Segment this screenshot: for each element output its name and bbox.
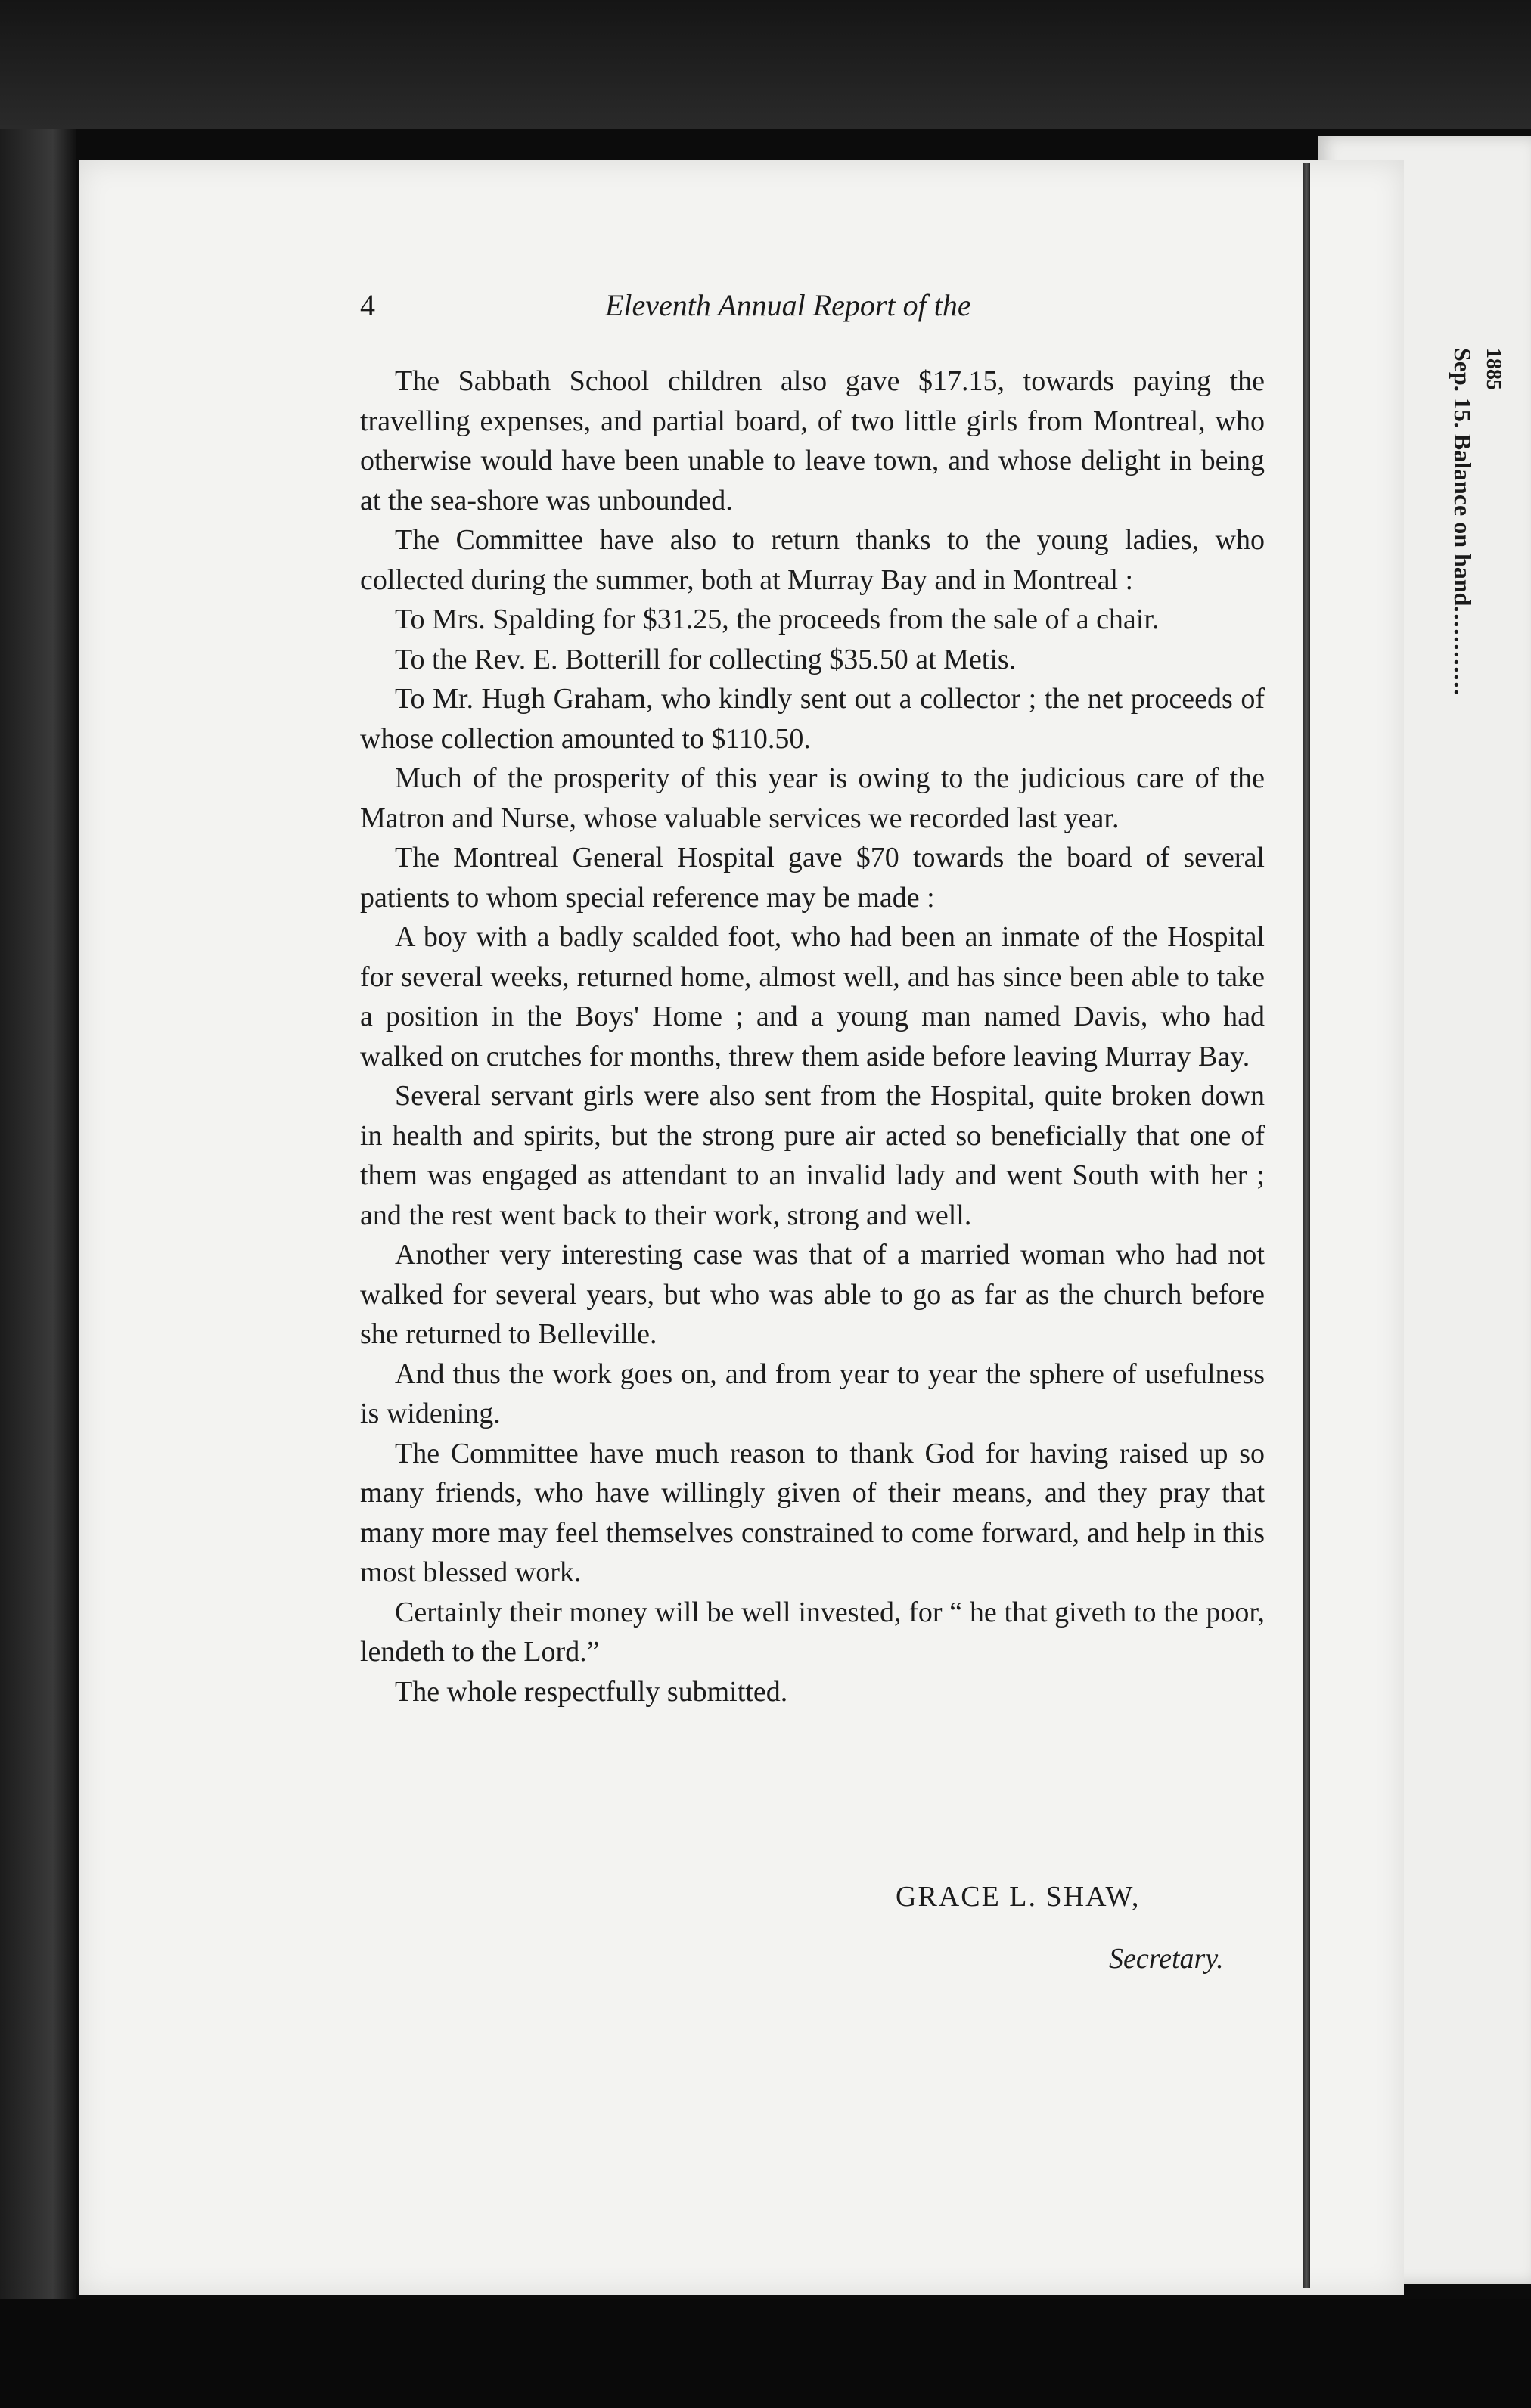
paragraph: Much of the prosperity of this year is owing to the judicious care of the Matron and Nurse, whose valuable services we recorded last year. [360, 762, 1265, 834]
paragraph: The Committee have also to return thanks to the young ladies, who collected during the summer, both at Murray Bay and in Montreal : [360, 524, 1265, 596]
page-gutter [1303, 163, 1310, 2288]
page-header [360, 287, 1041, 333]
paragraph: The whole respectfully submitted. [395, 1675, 788, 1708]
paragraph: And thus the work goes on, and from year to year the sphere of usefulness is widening. [360, 1358, 1265, 1429]
ledger-dots: ............ [1449, 606, 1477, 697]
paragraph: Certainly their money will be well invested, for “ he that giveth to the poor, lendeth to the Lord.” [360, 1596, 1265, 1668]
report-body [360, 362, 1265, 1711]
paragraph: Another very interesting case was that of a married woman who had not walked for several years, but who was able to go as far as the church before she returned to Belleville. [360, 1239, 1265, 1350]
scan-left-border [0, 129, 76, 2299]
paragraph: The Sabbath School children also gave $17.15, towards paying the travelling expenses, and partial board, of two little girls from Montreal, who otherwise would have been unable to leave town, and whose delight in being at the sea-shore was unbounded. [360, 365, 1265, 517]
paragraph: To Mrs. Spalding for $31.25, the proceeds from the sale of a chair. [395, 604, 1160, 635]
signature-name: GRACE L. SHAW, [896, 1881, 1141, 1913]
ledger-entry [1448, 348, 1478, 697]
ledger-entry-text: Sep. 15. Balance on hand [1449, 348, 1477, 607]
signature-title: Secretary. [1109, 1943, 1224, 1975]
page-number: 4 [360, 288, 375, 322]
scan-bottom-border [0, 2299, 1531, 2408]
paragraph: A boy with a badly scalded foot, who had been an inmate of the Hospital for several weeks, returned home, almost well, and has since been able to take a position in the Boys' Home ; and a young man named Davis, who had walked on crutches for months, threw them aside before leaving Murray Bay. [360, 921, 1265, 1072]
paragraph: To Mr. Hugh Graham, who kindly sent out a collector ; the net proceeds of whose collection amounted to $110.50. [360, 683, 1265, 755]
ledger-year: 1885 [1482, 348, 1505, 390]
paragraph: To the Rev. E. Botterill for collecting $35.50 at Metis. [395, 643, 1017, 675]
facing-page-ledger [1448, 348, 1508, 697]
paragraph: Several servant girls were also sent from the Hospital, quite broken down in health and spirits, but the strong pure air acted so beneficially that one of them was engaged as attendant to an invalid lady and went South with her ; and the rest went back to their work, strong and well. [360, 1080, 1265, 1231]
scan-top-border [0, 0, 1531, 129]
running-head: Eleventh Annual Report of the [605, 288, 971, 322]
paragraph: The Committee have much reason to thank God for having raised up so many friends, who have willingly given of their means, and they pray that many more may feel themselves constrained to come forward, and help in this most blessed work. [360, 1437, 1265, 1588]
paragraph: The Montreal General Hospital gave $70 towards the board of several patients to whom special reference may be made : [360, 842, 1265, 914]
